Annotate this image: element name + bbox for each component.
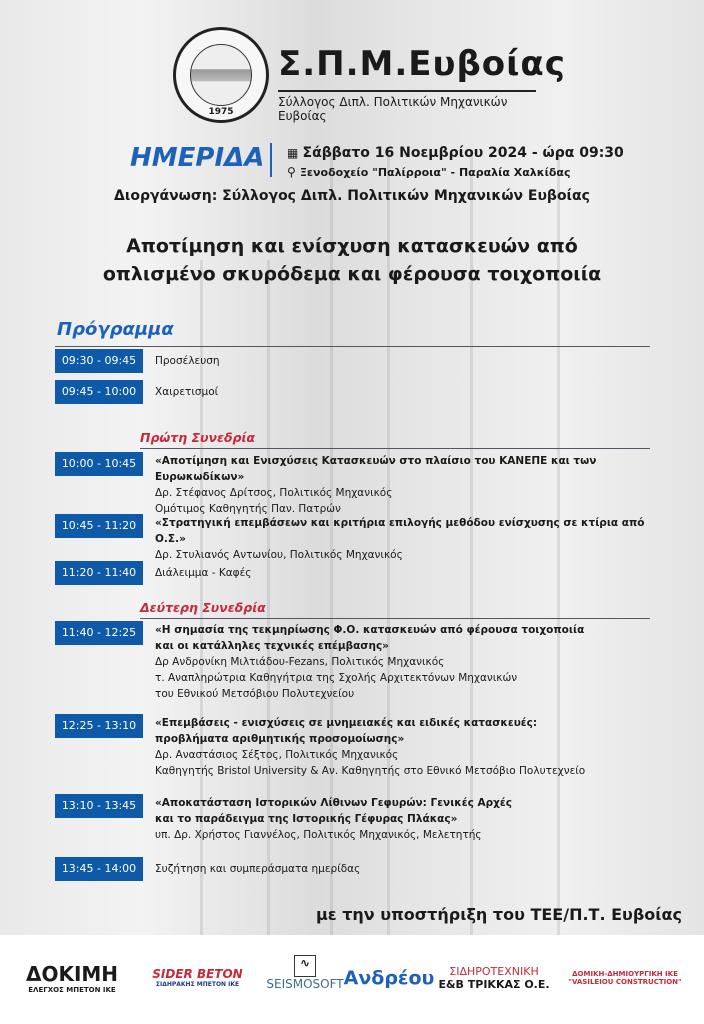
organizer: Διοργάνωση: Σύλλογος Διπλ. Πολιτικών Μηχανικών Ευβοίας: [114, 188, 590, 204]
item-detail: Δρ Ανδρονίκη Μιλτιάδου-Fezans, Πολιτικός Μηχανικός: [155, 656, 445, 668]
time-slot: 09:45 - 10:00: [55, 380, 143, 404]
date-text: Σάββατο 16 Νοεμβρίου 2024 - ώρα 09:30: [302, 145, 624, 161]
time-slot: 13:10 - 13:45: [55, 794, 143, 818]
sponsor-logo: [436, 955, 552, 1000]
talk-title: προβλήματα αριθμητικής προσομοίωσης»: [155, 733, 405, 745]
item-detail: Δρ. Στυλιανός Αντωνίου, Πολιτικός Μηχανικός: [155, 549, 403, 561]
talk-title: και το παράδειγμα της Ιστορικής Γέφυρας Πλάκας»: [155, 813, 458, 825]
program-item: [155, 795, 675, 843]
sponsor-name: ΣΙΔΗΡΟΤΕΧΝΙΚΗ: [449, 964, 539, 978]
divider: [270, 143, 272, 177]
sponsor-logo: [22, 955, 122, 1000]
item-detail: υπ. Δρ. Χρήστος Γιαννέλος, Πολιτικός Μηχανικός, Μελετητής: [155, 829, 482, 841]
place-text: Ξενοδοχείο "Παλίρροια" - Παραλία Χαλκίδας: [299, 166, 571, 179]
title-line: οπλισμένο σκυρόδεμα και φέρουσα τοιχοποιία: [102, 263, 602, 285]
sponsor-name: ΔΟΚΙΜΗ: [25, 961, 119, 986]
sponsor-sub: "VASILEIOU CONSTRUCTION": [568, 977, 682, 986]
talk-title: και οι κατάλληλες τεχνικές επέμβασης»: [155, 640, 389, 652]
program-item: [155, 861, 675, 877]
program-item: [155, 384, 675, 400]
item-detail: Καθηγητής Bristol University & Αν. Καθηγητής στο Εθνικό Μετσόβιο Πολυτεχνείο: [155, 765, 586, 777]
sponsor-name: SIDER BETON: [152, 967, 243, 981]
item-detail: τ. Αναπληρώτρια Καθηγήτρια της Σχολής Αρχιτεκτόνων Μηχανικών: [155, 672, 518, 684]
program-item: [155, 515, 675, 563]
divider: [140, 618, 650, 619]
time-slot: 10:00 - 10:45: [55, 452, 143, 476]
time-slot: 13:45 - 14:00: [55, 857, 143, 881]
program-item: [155, 622, 675, 702]
sponsor-name: ΔΟΜΙΚΗ-ΔΗΜΙΟΥΡΓΙΚΗ ΙΚΕ: [572, 969, 678, 978]
item-detail: Δρ. Στέφανος Δρίτσος, Πολιτικός Μηχανικός: [155, 487, 393, 499]
event-place: [287, 165, 571, 179]
talk-title: «Επεμβάσεις - ενισχύσεις σε μνημειακές και ειδικές κατασκευές:: [155, 717, 538, 729]
item-detail: Χαιρετισμοί: [155, 386, 219, 398]
title-line: Αποτίμηση και ενίσχυση κατασκευών από: [126, 235, 578, 257]
time-slot: 11:40 - 12:25: [55, 621, 143, 645]
time-slot: 09:30 - 09:45: [55, 349, 143, 373]
seismograph-icon: ∿: [294, 955, 316, 977]
session-heading: Δεύτερη Συνεδρία: [140, 600, 266, 615]
time-slot: 11:20 - 11:40: [55, 561, 143, 585]
item-detail: Ομότιμος Καθηγητής Παν. Πατρών: [155, 503, 341, 515]
sponsor-sub: Ε&Β ΤΡΙΚΚΑΣ Ο.Ε.: [438, 977, 550, 991]
sponsors-bar: [0, 935, 704, 1024]
item-detail: Διάλειμμα - Καφές: [155, 567, 252, 579]
item-detail: Δρ. Αναστάσιος Σέξτος, Πολιτικός Μηχανικός: [155, 749, 399, 761]
divider: [140, 448, 650, 449]
sponsor-logo: [560, 955, 690, 1000]
time-slot: 12:25 - 13:10: [55, 714, 143, 738]
program-heading: Πρόγραμμα: [57, 319, 174, 340]
sponsor-name: SEISMOSOFT: [266, 977, 344, 991]
item-detail: Προσέλευση: [155, 355, 220, 367]
talk-title: «Αποτίμηση και Ενισχύσεις Κατασκευών στο πλαίσιο του ΚΑΝΕΠΕ και των Ευρωκωδίκων»: [155, 455, 597, 483]
location-pin-icon: ⚲: [287, 165, 300, 179]
event-type: ΗΜΕΡΙΔΑ: [130, 143, 265, 173]
item-detail: Συζήτηση και συμπεράσματα ημερίδας: [155, 863, 361, 875]
brand-title: Σ.Π.Μ.Ευβοίας: [278, 44, 566, 84]
sponsor-sub: ΕΛΕΓΧΟΣ ΜΠΕΤΟΝ ΙΚΕ: [28, 985, 116, 994]
sponsor-logo: [135, 955, 260, 1000]
event-date: [287, 145, 624, 161]
divider: [55, 346, 650, 347]
sponsor-sub: ΣΙΔΗΡΑΚΗΣ ΜΠΕΤΟΝ ΙΚΕ: [155, 981, 240, 988]
brand-subtitle: Σύλλογος Διπλ. Πολιτικών Μηχανικών Ευβοίας: [278, 90, 536, 123]
item-detail: του Εθνικού Μετσόβιου Πολυτεχνείου: [155, 688, 355, 700]
talk-title: «Η σημασία της τεκμηρίωσης Φ.Ο. κατασκευών από φέρουσα τοιχοποιία: [155, 624, 585, 636]
talk-title: «Στρατηγική επεμβάσεων και κριτήρια επιλογής μεθόδου ενίσχυσης σε κτίρια από Ο.Σ.»: [155, 517, 645, 545]
session-heading: Πρώτη Συνεδρία: [140, 430, 255, 445]
sponsor-logo: [265, 943, 345, 1003]
association-logo: [173, 27, 269, 123]
time-slot: 10:45 - 11:20: [55, 514, 143, 538]
event-title: [0, 232, 704, 288]
program-item: [155, 353, 675, 369]
talk-title: «Αποκατάσταση Ιστορικών Λίθινων Γεφυρών: Γενικές Αρχές: [155, 797, 512, 809]
logo-year: 1975: [208, 107, 234, 117]
program-item: [155, 715, 675, 779]
sponsor-name: Ανδρέου: [343, 966, 435, 989]
program-item: [155, 565, 675, 581]
program-item: [155, 453, 675, 517]
calendar-icon: ▦: [287, 146, 303, 160]
support-text: με την υποστήριξη του ΤΕΕ/Π.Τ. Ευβοίας: [315, 905, 682, 924]
sponsor-logo: [343, 955, 435, 1000]
